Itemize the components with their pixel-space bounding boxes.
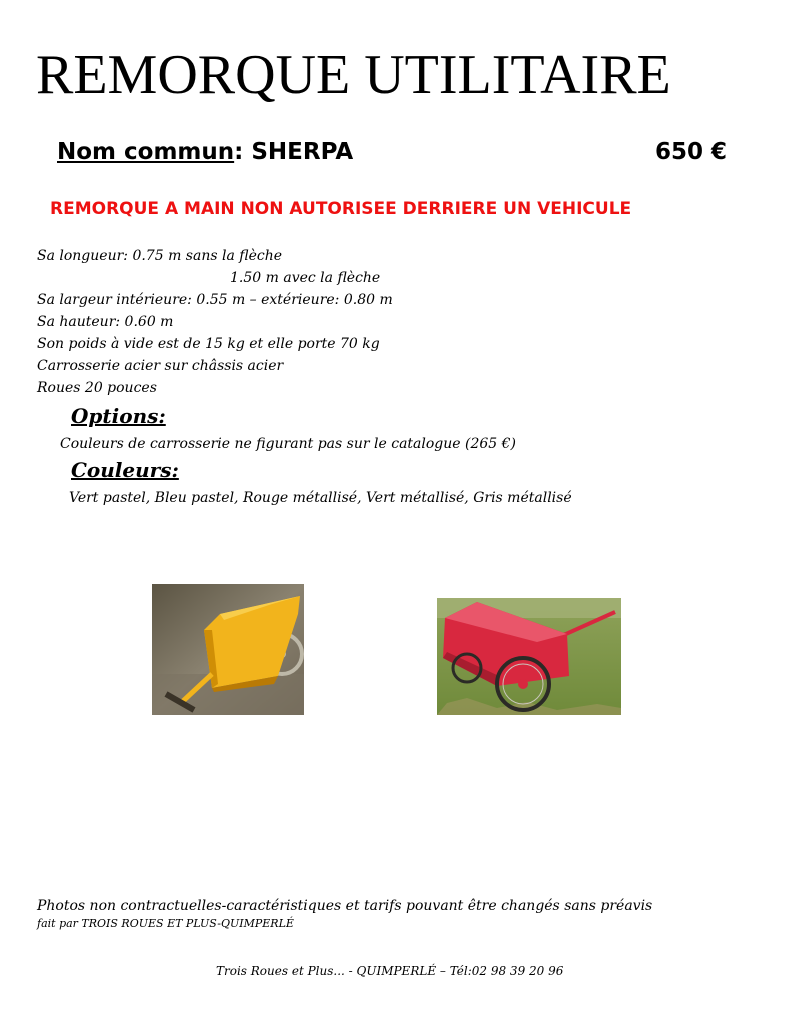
product-name: [57, 136, 353, 168]
spec-line: Son poids à vide est de 15 kg et elle porte 70 kg: [37, 336, 380, 352]
spec-line: Roues 20 pouces: [37, 380, 157, 396]
page-title: REMORQUE UTILITAIRE: [36, 44, 671, 106]
name-value: : SHERPA: [234, 139, 354, 165]
spec-line: Carrosserie acier sur châssis acier: [37, 358, 284, 374]
spec-line: Sa longueur: 0.75 m sans la flèche: [37, 248, 283, 264]
options-heading: Options:: [71, 404, 166, 428]
spec-line: Sa largeur intérieure: 0.55 m – extérieure: 0.80 m: [37, 292, 393, 308]
spec-line: Sa hauteur: 0.60 m: [37, 314, 174, 330]
footer-contact: Trois Roues et Plus... - QUIMPERLÉ – Tél:02 98 39 20 96: [216, 964, 564, 978]
warning-notice: REMORQUE A MAIN NON AUTORISEE DERRIERE UN VEHICULE: [50, 199, 632, 219]
red-trailer-photo: [437, 598, 621, 715]
options-text: Couleurs de carrosserie ne figurant pas sur le catalogue (265 €): [60, 436, 517, 452]
colors-text: Vert pastel, Bleu pastel, Rouge métallisé, Vert métallisé, Gris métallisé: [69, 490, 572, 506]
name-label: Nom commun: [57, 139, 235, 165]
spec-line: 1.50 m avec la flèche: [230, 270, 381, 286]
colors-heading: Couleurs:: [71, 458, 179, 482]
footer-disclaimer: Photos non contractuelles-caractéristiques et tarifs pouvant être changés sans préavis: [37, 898, 653, 914]
footer-made-by: fait par TROIS ROUES ET PLUS-QUIMPERLÉ: [37, 917, 294, 930]
product-price: 650 €: [655, 139, 728, 165]
yellow-trailer-photo: [152, 584, 304, 715]
